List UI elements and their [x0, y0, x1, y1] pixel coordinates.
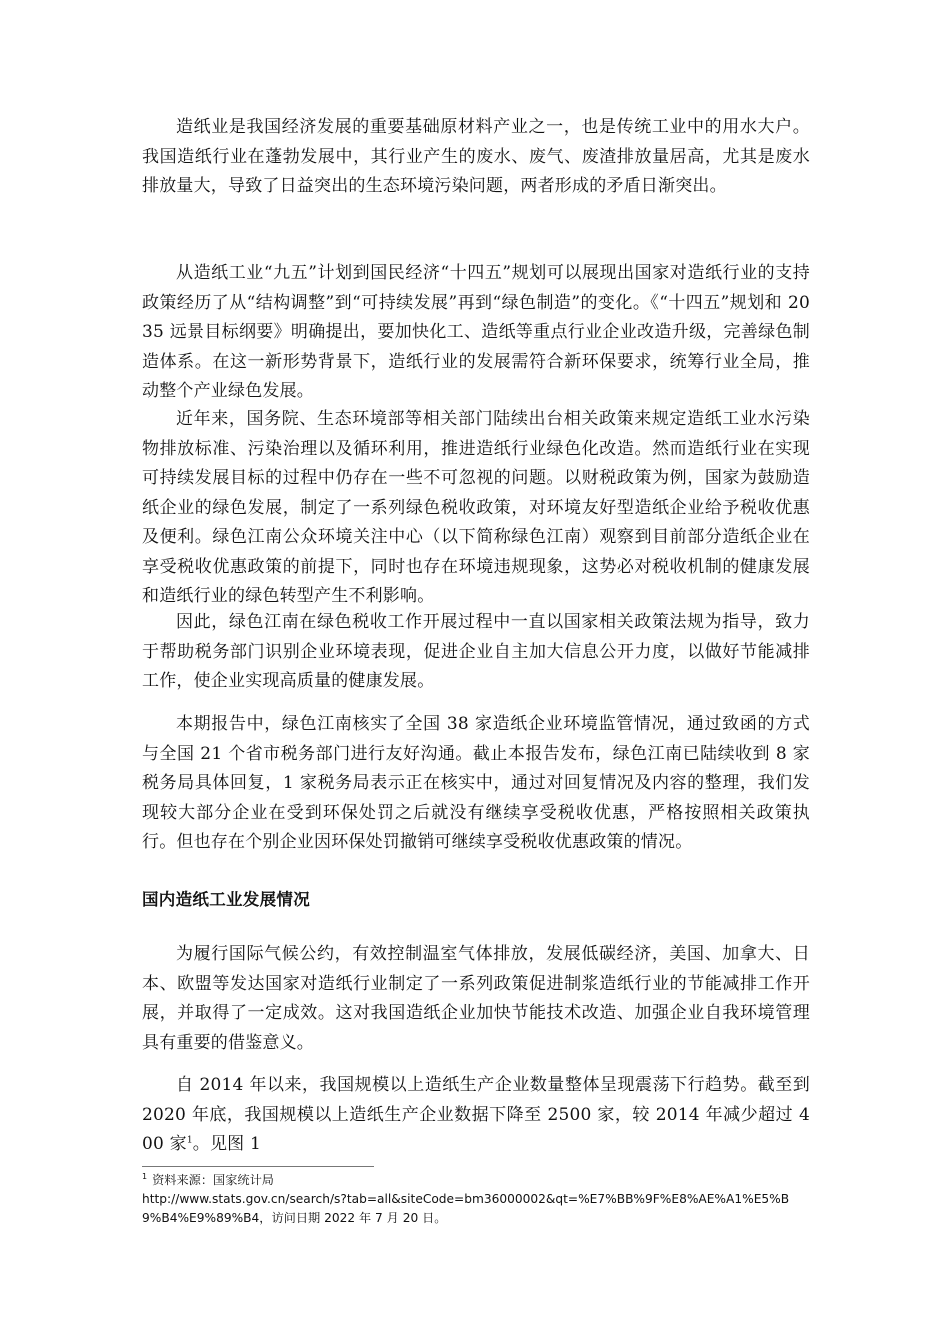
footnote [142, 1171, 812, 1228]
footnote-url-link[interactable]: http://www.stats.gov.cn/search/s?tab=all&siteCode=bm36000002&qt=%E7%BB%9F%E8%AE%A1%E5%B9%B4%E9%89%B4 [142, 1192, 790, 1225]
footnote-source-line [142, 1171, 812, 1190]
footnote-mark: 1 [142, 1171, 148, 1181]
figure-reference-text: 。见图 1 [192, 1134, 262, 1154]
footnote-reference[interactable]: 1 [186, 1135, 193, 1146]
section-heading: 国内造纸工业发展情况 [142, 890, 310, 909]
footnote-url-line [142, 1190, 802, 1228]
footnote-visit-date: ，访问日期 2022 年 7 月 20 日。 [259, 1211, 447, 1225]
paragraph-report-findings: 本期报告中，绿色江南核实了全国 38 家造纸企业环境监管情况，通过致函的方式与全国 21 个省市税务部门进行友好沟通。截止本报告发布，绿色江南已陆续收到 8 家税务局具体回复，1 家税务局表示正在核实中，通过对回复情况及内容的整理，我们发现较大部分企业在受到环保处罚之后就没有继续享受税收优惠，严格按照相关政策执行。但也存在个别企业因环保处罚撤销可继续享受税收优惠政策的情况。 [142, 714, 810, 852]
paragraph-green-jiangnan-role: 因此，绿色江南在绿色税收工作开展过程中一直以国家相关政策法规为指导，致力于帮助税务部门识别企业环境表现，促进企业自主加大信息公开力度，以做好节能减排工作，使企业实现高质量的健康发展。 [142, 612, 810, 691]
footnote-divider [142, 1166, 374, 1167]
paragraph-enterprise-count [142, 1071, 810, 1160]
paragraph-international-context: 为履行国际气候公约，有效控制温室气体排放，发展低碳经济，美国、加拿大、日本、欧盟等发达国家对造纸行业制定了一系列政策促进制浆造纸行业的节能减排工作开展，并取得了一定成效。这对我国造纸企业加快节能技术改造、加强企业自我环境管理具有重要的借鉴意义。 [142, 944, 810, 1053]
paragraph-regulation: 近年来，国务院、生态环境部等相关部门陆续出台相关政策来规定造纸工业水污染物排放标准、污染治理以及循环利用，推进造纸行业绿色化改造。然而造纸行业在实现可持续发展目标的过程中仍存在一些不可忽视的问题。以财税政策为例，国家为鼓励造纸企业的绿色发展，制定了一系列绿色税收政策，对环境友好型造纸企业给予税收优惠及便利。绿色江南公众环境关注中心（以下简称绿色江南）观察到目前部分造纸企业在享受税收优惠政策的前提下，同时也存在环境违规现象，这势必对税收机制的健康发展和造纸行业的绿色转型产生不利影响。 [142, 409, 810, 606]
paragraph-intro: 造纸业是我国经济发展的重要基础原材料产业之一，也是传统工业中的用水大户。我国造纸行业在蓬勃发展中，其行业产生的废水、废气、废渣排放量居高，尤其是废水排放量大，导致了日益突出的生态环境污染问题，两者形成的矛盾日渐突出。 [142, 117, 810, 196]
enterprise-count-text: 自 2014 年以来，我国规模以上造纸生产企业数量整体呈现震荡下行趋势。截至到 2020 年底，我国规模以上造纸生产企业数据下降至 2500 家，较 2014 年减少超过 400 家 [142, 1075, 810, 1154]
footnote-source: 资料来源：国家统计局 [152, 1173, 274, 1187]
paragraph-policy-history: 从造纸工业“九五”计划到国民经济“十四五”规划可以展现出国家对造纸行业的支持政策经历了从“结构调整”到“可持续发展”再到“绿色制造”的变化。《“十四五”规划和 2035 远景目标纲要》明确提出，要加快化工、造纸等重点行业企业改造升级，完善绿色制造体系。在这一新形势背景下，造纸行业的发展需符合新环保要求，统筹行业全局，推动整个产业绿色发展。 [142, 263, 810, 401]
